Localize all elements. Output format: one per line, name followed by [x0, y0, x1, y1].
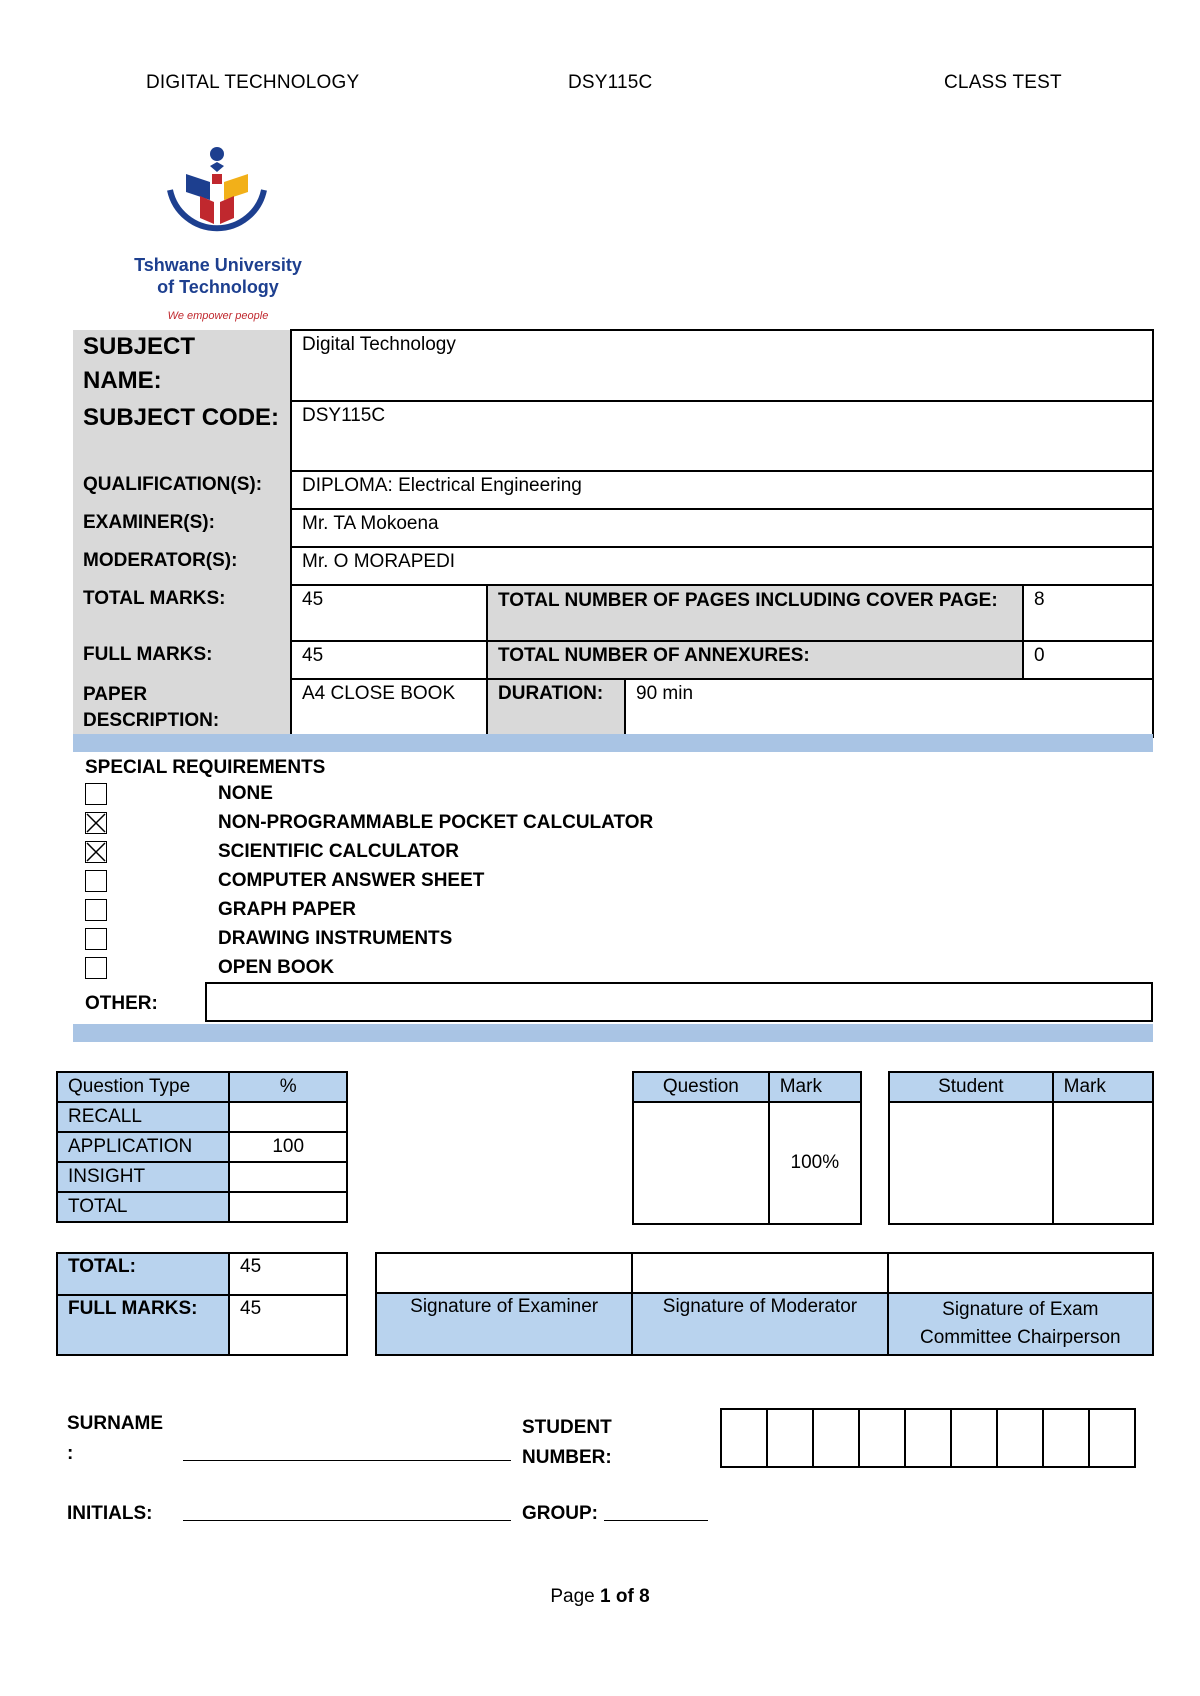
question-cell: [633, 1102, 769, 1224]
student-number-digit-box[interactable]: [950, 1408, 998, 1468]
moderator-label: MODERATOR(S):: [73, 547, 291, 585]
student-number-digit-box[interactable]: [858, 1408, 906, 1468]
student-mark-cell: [1053, 1102, 1153, 1224]
mark-header: Mark: [769, 1072, 861, 1102]
requirement-label: NONE: [218, 783, 273, 804]
student-number-digit-box[interactable]: [996, 1408, 1044, 1468]
surname-colon: :: [67, 1443, 74, 1464]
full-marks-value: 45: [291, 641, 487, 679]
requirement-checkbox[interactable]: [85, 783, 107, 805]
logo-tagline: We empower people: [167, 310, 269, 322]
initials-label: INITIALS:: [67, 1503, 153, 1524]
student-number-digit-box[interactable]: [1042, 1408, 1090, 1468]
duration-label: DURATION:: [487, 679, 625, 737]
percent-header: %: [229, 1072, 347, 1102]
examiner-label: EXAMINER(S):: [73, 509, 291, 547]
total-marks-value: 45: [291, 585, 487, 641]
page-of: of: [610, 1586, 640, 1607]
chairperson-signature-space[interactable]: [888, 1253, 1153, 1293]
requirement-checkbox[interactable]: [85, 928, 107, 950]
group-label: GROUP:: [522, 1503, 598, 1524]
requirement-checkbox[interactable]: [85, 899, 107, 921]
group-input-line[interactable]: [604, 1520, 708, 1521]
chairperson-signature-label: Signature of Exam Committee Chairperson: [888, 1293, 1153, 1355]
logo-line-2: of Technology: [157, 277, 279, 297]
university-emblem-icon: [128, 140, 308, 250]
requirement-checkbox[interactable]: [85, 870, 107, 892]
surname-input-line[interactable]: [183, 1460, 511, 1461]
other-input[interactable]: [205, 982, 1153, 1022]
student-header: Student: [889, 1072, 1053, 1102]
full-marks-total-label: FULL MARKS:: [57, 1295, 229, 1355]
student-number-digit-box[interactable]: [904, 1408, 952, 1468]
moderator-signature-label: Signature of Moderator: [632, 1293, 887, 1355]
surname-label: SURNAME: [67, 1413, 164, 1434]
totals-table: [56, 1252, 348, 1356]
university-logo: [128, 140, 308, 330]
requirement-label: COMPUTER ANSWER SHEET: [218, 870, 485, 891]
row-recall-pct: [229, 1102, 347, 1132]
examiner-signature-label: Signature of Examiner: [376, 1293, 632, 1355]
student-number-label: STUDENT NUMBER:: [522, 1417, 612, 1468]
cross-mark-icon: [86, 842, 108, 864]
student-cell: [889, 1102, 1053, 1224]
row-insight-pct: [229, 1162, 347, 1192]
annexures-value: 0: [1023, 641, 1153, 679]
student-mark-table: [888, 1071, 1154, 1225]
subject-name-label: SUBJECT NAME:: [73, 330, 291, 401]
question-header: Question: [633, 1072, 769, 1102]
student-number-digit-box[interactable]: [812, 1408, 860, 1468]
subject-info-table: [73, 329, 1154, 738]
subject-name-value: Digital Technology: [291, 330, 1153, 401]
row-insight-type: INSIGHT: [57, 1162, 229, 1192]
total-pages-label: TOTAL NUMBER OF PAGES INCLUDING COVER PAGE:: [487, 585, 1023, 641]
subject-code-value: DSY115C: [291, 401, 1153, 471]
divider-bar-2: [73, 1024, 1153, 1042]
mark-percent-cell: 100%: [769, 1102, 861, 1224]
requirement-label: NON-PROGRAMMABLE POCKET CALCULATOR: [218, 812, 654, 833]
requirement-checkbox[interactable]: [85, 957, 107, 979]
total-pages-value: 8: [1023, 585, 1153, 641]
total-marks-label: TOTAL MARKS:: [73, 585, 291, 641]
page-total: 8: [639, 1586, 650, 1607]
page-footer: [0, 1586, 1200, 1608]
student-number-digit-box[interactable]: [766, 1408, 814, 1468]
moderator-value: Mr. O MORAPEDI: [291, 547, 1153, 585]
examiner-value: Mr. TA Mokoena: [291, 509, 1153, 547]
full-marks-total-value: 45: [229, 1295, 347, 1355]
special-requirements-title: SPECIAL REQUIREMENTS: [85, 757, 326, 778]
other-label: OTHER:: [85, 993, 158, 1014]
student-mark-header: Mark: [1053, 1072, 1153, 1102]
requirement-label: DRAWING INSTRUMENTS: [218, 928, 453, 949]
row-application-pct: 100: [229, 1132, 347, 1162]
qualification-value: DIPLOMA: Electrical Engineering: [291, 471, 1153, 509]
paper-description-label: PAPER DESCRIPTION:: [73, 679, 291, 737]
row-application-type: APPLICATION: [57, 1132, 229, 1162]
header-test-type: CLASS TEST: [944, 72, 1062, 93]
row-recall-type: RECALL: [57, 1102, 229, 1132]
examiner-signature-space[interactable]: [376, 1253, 632, 1293]
question-type-table: [56, 1071, 348, 1223]
total-value: 45: [229, 1253, 347, 1295]
cross-mark-icon: [86, 813, 108, 835]
full-marks-label: FULL MARKS:: [73, 641, 291, 679]
requirement-checkbox[interactable]: [85, 812, 107, 834]
divider-bar: [73, 734, 1153, 752]
student-number-digit-box[interactable]: [1088, 1408, 1136, 1468]
question-type-header: Question Type: [57, 1072, 229, 1102]
logo-line-1: Tshwane University: [134, 255, 302, 275]
annexures-label: TOTAL NUMBER OF ANNEXURES:: [487, 641, 1023, 679]
page-number: 1: [600, 1586, 611, 1607]
requirement-label: GRAPH PAPER: [218, 899, 356, 920]
signatures-table: [375, 1252, 1154, 1356]
requirement-label: OPEN BOOK: [218, 957, 335, 978]
header-subject: DIGITAL TECHNOLOGY: [146, 72, 360, 93]
moderator-signature-space[interactable]: [632, 1253, 887, 1293]
page-prefix: Page: [550, 1586, 600, 1607]
requirement-checkbox[interactable]: [85, 841, 107, 863]
row-total-type: TOTAL: [57, 1192, 229, 1222]
subject-code-label: SUBJECT CODE:: [73, 401, 291, 471]
student-number-digit-box[interactable]: [720, 1408, 768, 1468]
qualification-label: QUALIFICATION(S):: [73, 471, 291, 509]
requirement-label: SCIENTIFIC CALCULATOR: [218, 841, 460, 862]
total-label: TOTAL:: [57, 1253, 229, 1295]
header-code: DSY115C: [568, 72, 653, 93]
paper-description-value: A4 CLOSE BOOK: [291, 679, 487, 737]
initials-input-line[interactable]: [183, 1520, 511, 1521]
duration-value: 90 min: [625, 679, 1153, 737]
question-mark-table: [632, 1071, 862, 1225]
row-total-pct: [229, 1192, 347, 1222]
